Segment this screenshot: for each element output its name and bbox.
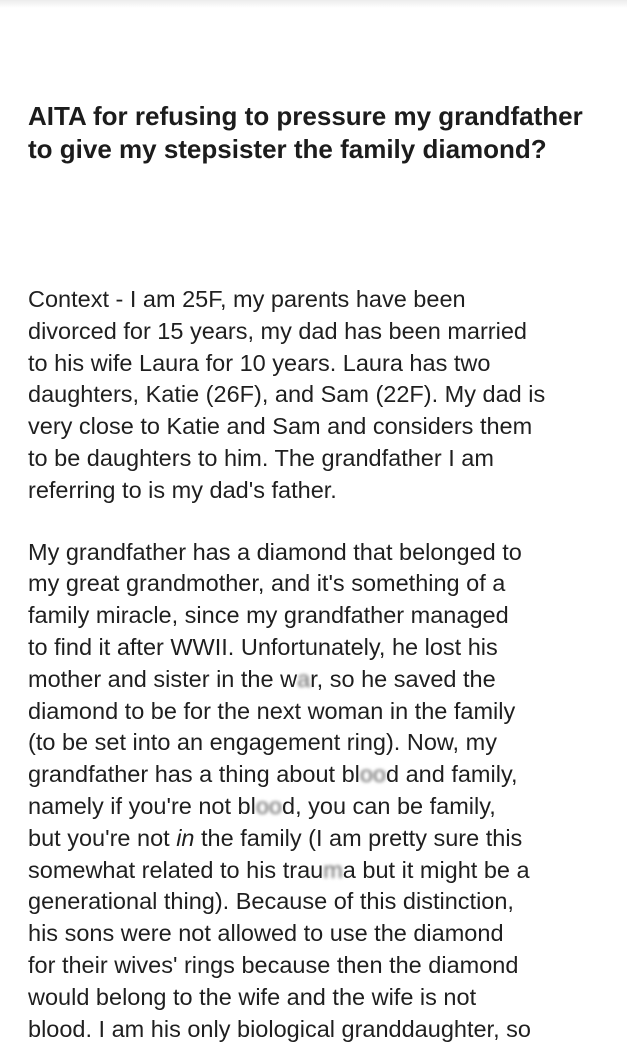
post-title: AITA for refusing to pressure my grandfather to give my stepsister the family diamond?	[28, 101, 583, 164]
post-paragraph-diamond: My grandfather has a diamond that belonged to my great grandmother, and it's something of a family miracle, since my grandfather managed to find it after WWII. Unfortunately, he lost his mother and sister in the war, so he saved the diamond to be for the next woman in the family (to be set into an engagement ring). Now, my grandfather has a thing about blood and family, namely if you're not blood, you can be family, but you're not in the family (I am pretty sure this somewhat related to his trauma but it might be a generational thing). Because of this distinction, his sons were not allowed to use the diamond for their wives' rings because then the diamond would belong to the wife and the wife is not blood. I am his only biological granddaughter, so	[28, 538, 531, 1042]
top-divider	[0, 0, 627, 8]
post-paragraph-context: Context - I am 25F, my parents have been divorced for 15 years, my dad has been married to his wife Laura for 10 years. Laura has two daughters, Katie (26F), and Sam (22F). My dad is very close to Katie and Sam and considers them to be daughters to him. The grandfather I am referring to is my dad's father.	[28, 286, 546, 503]
post-body	[28, 284, 613, 1045]
